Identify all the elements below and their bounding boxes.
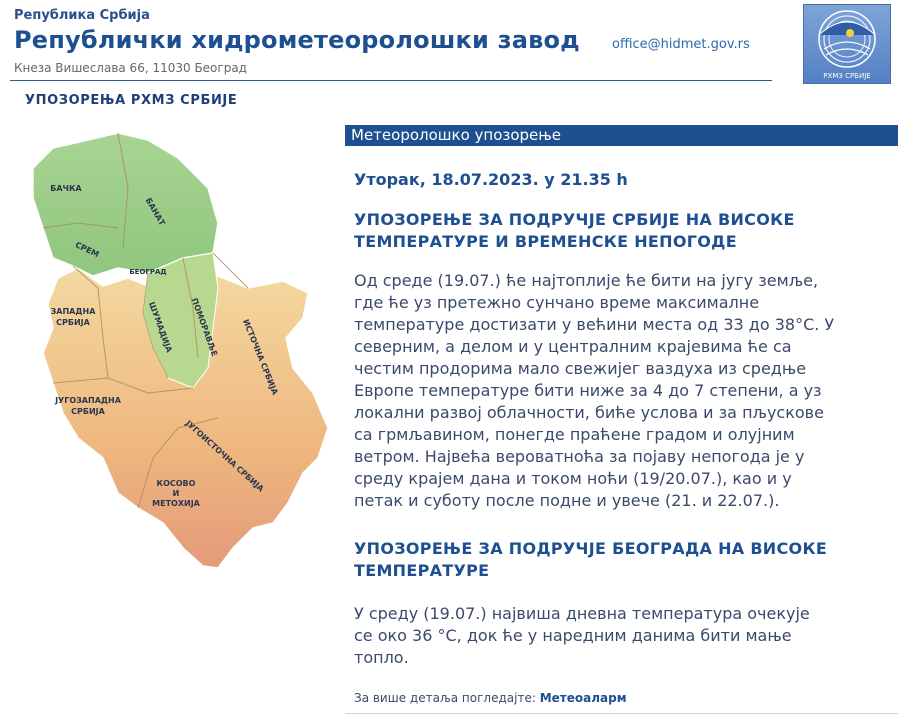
para1-line: температуре достизати у већини места од 33 до 38°C. У [354,315,835,334]
heading-belgrade [354,538,884,582]
region-label-sumadija[interactable]: ШУМАДИЈА [147,300,174,354]
map-north-area [33,133,218,276]
para1-line: северним, а делом и у централним крајевима ће са [354,337,792,356]
region-label-istocna[interactable]: ИСТОЧНА СРБИЈА [241,317,280,397]
serbia-region-map [18,128,338,578]
warning-content [345,125,898,718]
details-text: За више детаља погледајте: [354,691,540,705]
header-divider [10,80,772,81]
region-label-kosovo-3[interactable]: МЕТОХИЈА [152,499,200,508]
warnings-title: УПОЗОРЕЊА РХМЗ СРБИЈЕ [25,93,238,108]
email-link[interactable]: office@hidmet.gov.rs [612,37,750,52]
heading-belgrade-line2: ТЕМПЕРАТУРЕ [354,561,490,580]
region-label-kosovo-1[interactable]: КОСОВО [156,479,196,488]
region-label-kosovo-2[interactable]: И [172,489,180,498]
meteoalarm-link[interactable]: Метеоаларм [539,691,627,705]
warning-banner: Метеоролошко упозорење [345,125,898,146]
region-label-zapadna-2[interactable]: СРБИЈА [56,318,90,327]
site-header [0,0,900,90]
para1-line: Од среде (19.07.) ће најтоплије ће бити на југу земље, [354,271,819,290]
para2-line: се око 36 °C, док ће у наредним данима бити мање [354,626,792,645]
details-footer [354,691,627,705]
region-label-banat[interactable]: БАНАТ [143,196,167,228]
heading-serbia [354,209,884,253]
institute-title[interactable]: Републички хидрометеоролошки завод [14,26,580,54]
country-name: Република Србија [14,8,150,23]
para2-line: У среду (19.07.) највиша дневна температура очекује [354,604,810,623]
para1-line: честим продорима мало свежијег ваздуха из средње [354,359,807,378]
heading-serbia-line2: ТЕМПЕРАТУРЕ И ВРЕМЕНСКЕ НЕПОГОДЕ [354,232,737,251]
institute-address: Кнеза Вишеслава 66, 11030 Београд [14,61,247,75]
region-label-backa[interactable]: БАЧКА [50,184,82,193]
para1-line: ветром. Највећа вероватноћа за појаву непогода је у [354,447,805,466]
logo-caption: РХМЗ СРБИЈЕ [823,72,871,80]
rhmz-logo[interactable] [803,4,891,84]
paragraph-belgrade [354,603,894,669]
para1-line: среду крајем дана и током ноћи (19/20.07.), као и у [354,469,792,488]
issue-date: Уторак, 18.07.2023. у 21.35 h [354,170,628,189]
region-label-zapadna-1[interactable]: ЗАПАДНА [50,307,96,316]
region-label-jugozapadna-1[interactable]: ЈУГОЗАПАДНА [55,396,121,405]
paragraph-serbia [354,270,894,512]
region-label-jugoistocna[interactable]: ЈУГОИСТОЧНА СРБИЈА [183,418,266,494]
heading-serbia-line1: УПОЗОРЕЊЕ ЗА ПОДРУЧЈЕ СРБИЈЕ НА ВИСОКЕ [354,210,795,229]
para1-line: локални развој облачности, биће услова и за пљускове [354,403,824,422]
para1-line: где ће уз претежно сунчано време максималне [354,293,760,312]
heading-belgrade-line1: УПОЗОРЕЊЕ ЗА ПОДРУЧЈЕ БЕОГРАДА НА ВИСОКЕ [354,539,828,558]
para1-line: са грмљавином, понегде праћене градом и олујним [354,425,795,444]
region-label-pomoravlje[interactable]: ПОМОРАВЉЕ [189,296,220,358]
para1-line: Европе температуре бити ниже за 4 до 7 степени, а уз [354,381,822,400]
para1-line: петак и суботу после подне и увече (21. и 22.07.). [354,491,780,510]
content-bottom-divider [345,713,898,714]
region-label-srem[interactable]: СРЕМ [73,240,101,260]
region-label-jugozapadna-2[interactable]: СРБИЈА [71,407,105,416]
para2-line: топло. [354,648,409,667]
region-label-beograd[interactable]: БЕОГРАД [129,268,167,276]
rhmz-logo-icon [804,5,890,83]
